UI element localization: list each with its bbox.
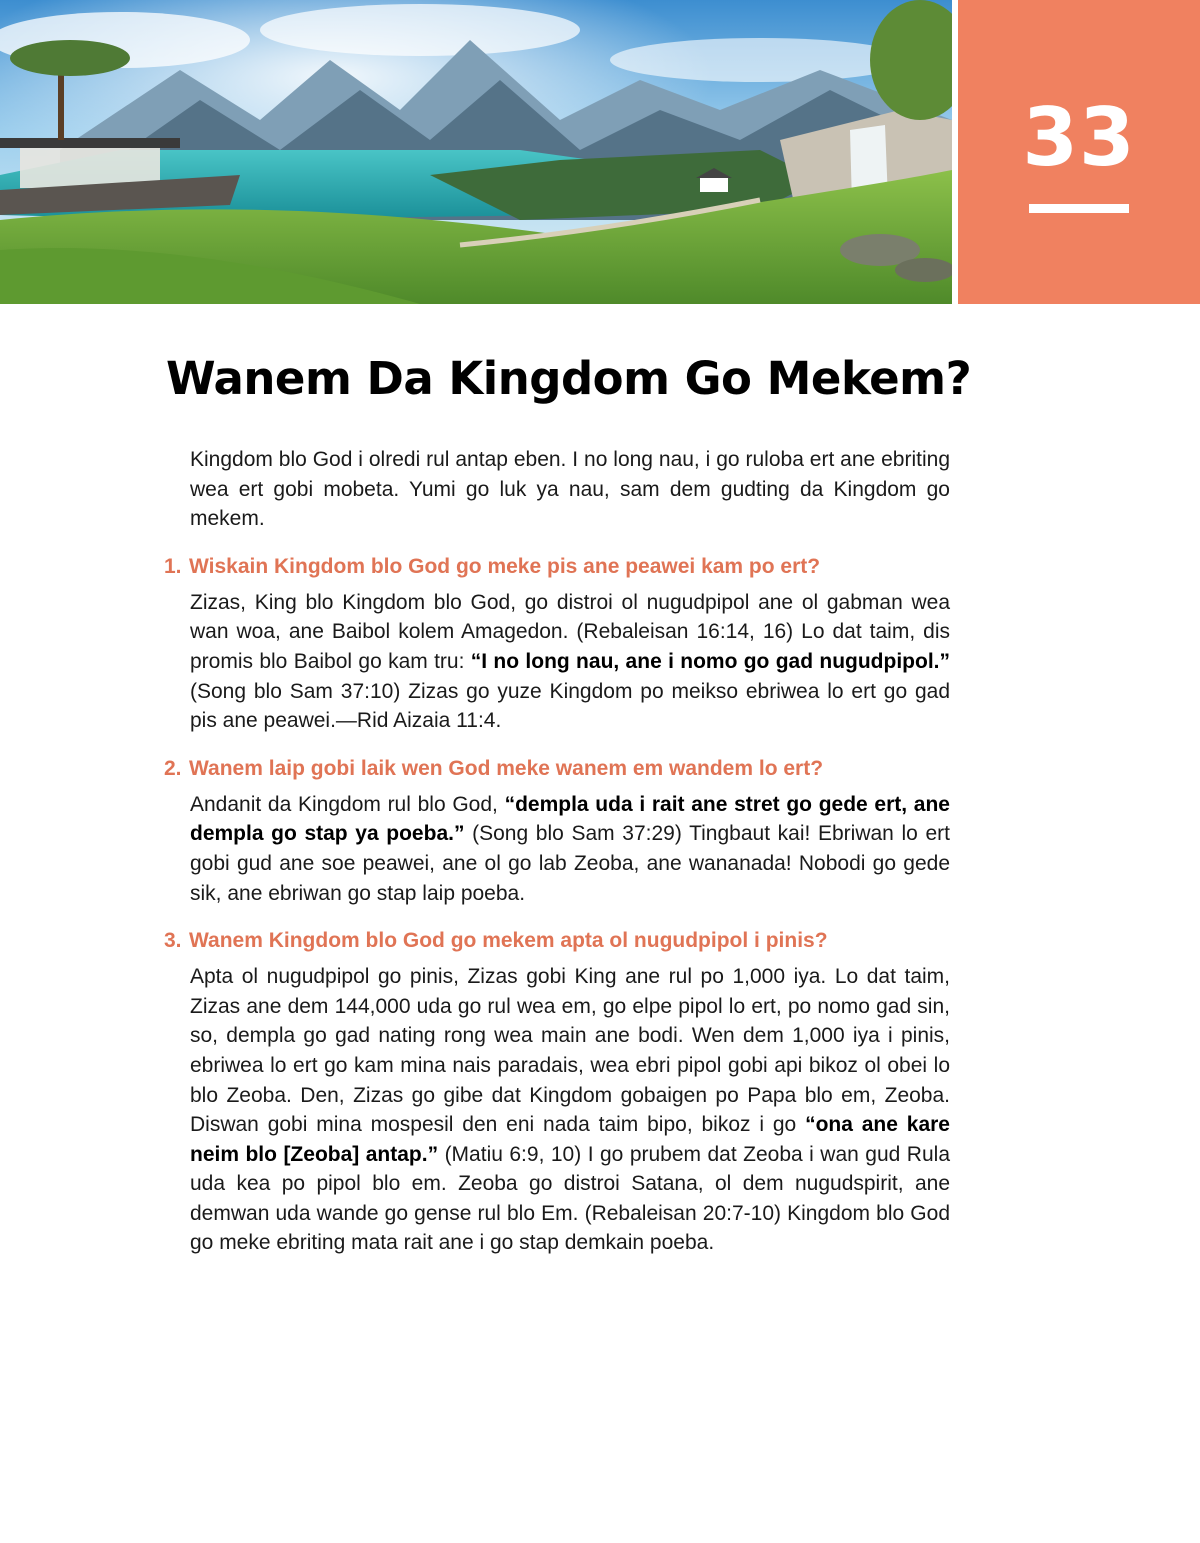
question-1-number: 1.	[164, 554, 182, 578]
answer-3-quote: “ona ane kare neim blo [Zeoba] antap.”	[190, 1113, 950, 1166]
lesson-number-underline	[1029, 204, 1129, 213]
question-2	[164, 754, 1200, 784]
question-2-text: Wanem laip gobi laik wen God meke wanem em wandem lo ert?	[189, 756, 824, 780]
answer-2-text-b: (Song blo Sam 37:29) Tingbaut kai! Ebriwan lo ert gobi gud ane soe peawei, ane ol go lab Zeoba, ane wananada! Nobodi go gede sik, ane ebriwan go stap laip poeba.	[190, 822, 950, 905]
answer-2-paragraph	[190, 790, 950, 908]
lesson-number: 33	[1022, 91, 1136, 184]
answer-1-text-b: (Song blo Sam 37:10) Zizas go yuze Kingdom po meikso ebriwea lo ert go gad pis ane peawei.—Rid Aizaia 11:4.	[190, 679, 950, 733]
lesson-content	[0, 445, 1200, 1258]
question-1-text: Wiskain Kingdom blo God go meke pis ane peawei kam po ert?	[189, 554, 821, 578]
page-title: Wanem Da Kingdom Go Mekem?	[166, 352, 972, 405]
answer-3-paragraph	[190, 962, 950, 1258]
intro-paragraph: Kingdom blo God i olredi rul antap eben. I no long nau, i go ruloba ert ane ebriting wea ert gobi mobeta. Yumi go luk ya nau, sam dem gudting da Kingdom go mekem.	[190, 448, 950, 531]
answer-2-text-a: Andanit da Kingdom rul blo God,	[190, 792, 505, 816]
question-3-text: Wanem Kingdom blo God go mekem apta ol nugudpipol i pinis?	[189, 929, 828, 953]
answer-1-quote: “I no long nau, ane i nomo go gad nugudpipol.”	[470, 649, 950, 673]
question-3	[164, 926, 1200, 956]
question-1	[164, 552, 1200, 582]
question-2-number: 2.	[164, 756, 182, 780]
lesson-number-tab	[958, 0, 1200, 304]
question-3-number: 3.	[164, 929, 182, 953]
paradise-landscape-image	[0, 0, 952, 304]
answer-3-text-b: (Matiu 6:9, 10) I go prubem dat Zeoba i wan gud Rula uda kea po pipol blo em. Zeoba go distroi Satana, ol dem nugudspirit, ane demwan uda wande go gense rul blo Em. (Rebaleisan 20:7-10) Kingdom blo God go meke ebriting mata rait ane i go stap demkain poeba.	[190, 1142, 950, 1255]
answer-1-text-a: Zizas, King blo Kingdom blo God, go distroi ol nugudpipol ane ol gabman wea wan woa, ane Baibol kolem Amagedon. (Rebaleisan 16:14, 16) Lo dat taim, dis promis blo Baibol go kam tru:	[190, 590, 950, 673]
answer-2-quote: “dempla uda i rait ane stret go gede ert, ane dempla go stap ya poeba.”	[190, 792, 950, 846]
hero-illustration	[0, 0, 952, 304]
answer-3-text-a: Apta ol nugudpipol go pinis, Zizas gobi King ane rul po 1,000 iya. Lo dat taim, Zizas ane dem 144,000 uda go rul wea em, go elpe pipol lo ert, po nomo gad sin, so, dempla go gad nating rong wea main ane bodi. Wen dem 1,000 iya i pinis, ebriwea lo ert go kam mina nais paradais, wea ebri pipol gobi api bikoz ol obei lo blo Zeoba. Den, Zizas go gibe dat Kingdom gobaigen po Papa blo em, Zeoba. Diswan gobi mina mospesil den eni nada taim bipo, bikoz i go	[190, 965, 950, 1137]
answer-1-paragraph	[190, 588, 950, 736]
